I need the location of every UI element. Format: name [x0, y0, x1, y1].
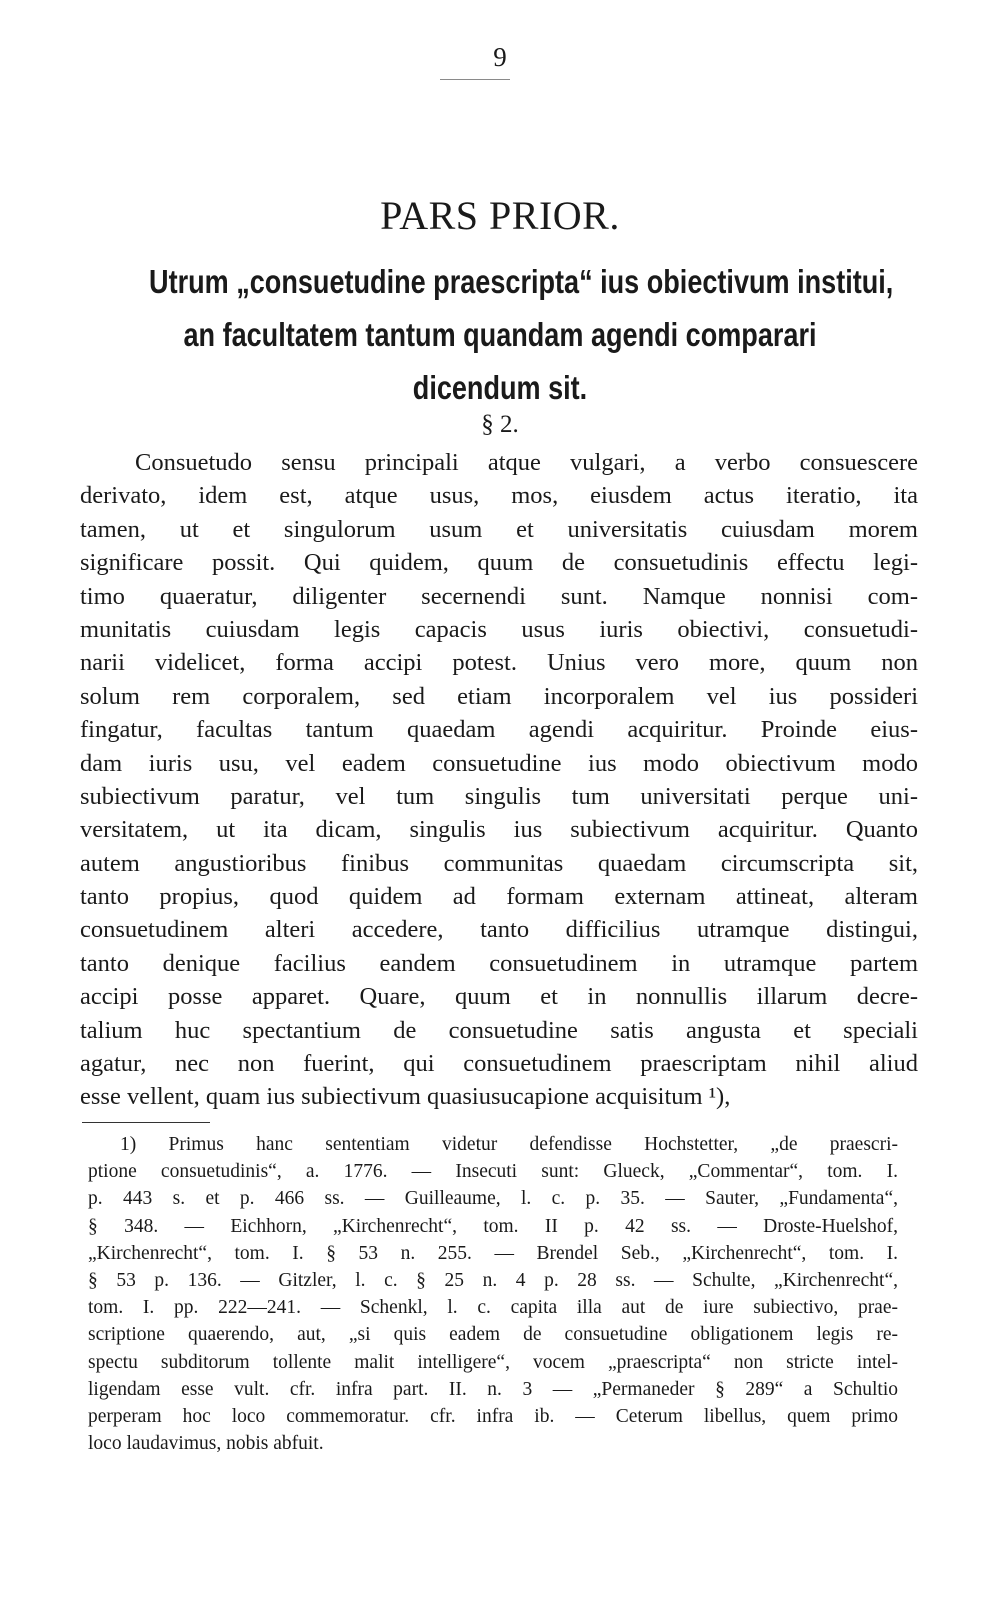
body-line: consuetudinem alteri accedere, tanto difficilius utramque distingui,: [80, 916, 918, 944]
footnote-separator: [82, 1122, 210, 1123]
footnote-line: „Kirchenrecht“, tom. I. § 53 n. 255. — Brendel Seb., „Kirchenrecht“, tom. I.: [88, 1242, 898, 1264]
question-line: Utrum „consuetudine praescripta“ ius obiectivum institui,: [149, 263, 894, 300]
footnote: [88, 1131, 898, 1457]
footnote-line: § 348. — Eichhorn, „Kirchenrecht“, tom. II p. 42 ss. — Droste-Huelshof,: [88, 1215, 898, 1237]
footnote-line: p. 443 s. et p. 466 ss. — Guilleaume, l. c. p. 35. — Sauter, „Fundamenta“,: [88, 1188, 898, 1210]
body-paragraph: [80, 446, 918, 1114]
body-line: autem angustioribus finibus communitas quaedam circumscripta sit,: [80, 849, 918, 877]
body-line: narii videlicet, forma accipi potest. Unius vero more, quum non: [80, 649, 918, 677]
chapter-question: [149, 255, 894, 414]
body-line: versitatem, ut ita dicam, singulis ius subiectivum acquiritur. Quanto: [80, 816, 918, 844]
body-line: esse vellent, quam ius subiectivum quasiusucapione acquisitum ¹),: [80, 1083, 731, 1111]
body-line: derivato, idem est, atque usus, mos, eiusdem actus iteratio, ita: [80, 482, 918, 510]
body-line: significare possit. Qui quidem, quum de consuetudinis effectu legi-: [80, 549, 918, 577]
body-line: agatur, nec non fuerint, qui consuetudinem praescriptam nihil aliud: [80, 1050, 918, 1078]
body-line: accipi posse apparet. Quare, quum et in nonnullis illarum decre-: [80, 983, 918, 1011]
footnote-line: spectu subditorum tollente malit intelligere“, vocem „praescripta“ non stricte intel-: [88, 1351, 898, 1373]
body-line: tanto denique facilius eandem consuetudinem in utramque partem: [80, 949, 918, 977]
part-title: PARS PRIOR.: [380, 193, 620, 238]
body-line: tamen, ut et singulorum usum et universitatis cuiusdam morem: [80, 515, 918, 543]
footnote-line: ligendam esse vult. cfr. infra part. II. n. 3 — „Permaneder § 289“ a Schultio: [88, 1378, 898, 1400]
body-line: Consuetudo sensu principali atque vulgari, a verbo consuescere: [135, 449, 918, 476]
footnote-line: scriptione quaerendo, aut, „si quis eadem de consuetudine obligationem legis re-: [88, 1324, 898, 1346]
footnote-line: 1) Primus hanc sententiam videtur defendisse Hochstetter, „de praescri-: [120, 1134, 898, 1155]
body-line: tanto propius, quod quidem ad formam externam attineat, alteram: [80, 883, 918, 911]
footnote-line: § 53 p. 136. — Gitzler, l. c. § 25 n. 4 p. 28 ss. — Schulte, „Kirchenrecht“,: [88, 1269, 898, 1291]
page-number-rule: [440, 79, 510, 80]
body-line: talium huc spectantium de consuetudine satis angusta et speciali: [80, 1016, 918, 1044]
body-line: timo quaeratur, diligenter secernendi sunt. Namque nonnisi com-: [80, 582, 918, 610]
section-number: § 2.: [481, 411, 519, 438]
footnote-line: perperam hoc loco commemoratur. cfr. infra ib. — Ceterum libellus, quem primo: [88, 1405, 898, 1427]
body-line: subiectivum paratur, vel tum singulis tum universitati perque uni-: [80, 782, 918, 810]
page-number: 9: [493, 42, 507, 72]
footnote-line: loco laudavimus, nobis abfuit.: [88, 1433, 324, 1455]
footnote-line: ptione consuetudinis“, a. 1776. — Insecuti sunt: Glueck, „Commentar“, tom. I.: [88, 1161, 898, 1183]
body-line: dam iuris usu, vel eadem consuetudine ius modo obiectivum modo: [80, 749, 918, 777]
body-line: munitatis cuiusdam legis capacis usus iuris obiectivi, consuetudi-: [80, 615, 918, 643]
question-line: an facultatem tantum quandam agendi comparari: [183, 316, 817, 353]
body-line: solum rem corporalem, sed etiam incorporalem vel ius possideri: [80, 682, 918, 710]
body-line: fingatur, facultas tantum quaedam agendi acquiritur. Proinde eius-: [80, 716, 918, 744]
footnote-line: tom. I. pp. 222—241. — Schenkl, l. c. capita illa aut de iure subiectivo, prae-: [88, 1297, 898, 1319]
question-line: dicendum sit.: [412, 369, 588, 406]
